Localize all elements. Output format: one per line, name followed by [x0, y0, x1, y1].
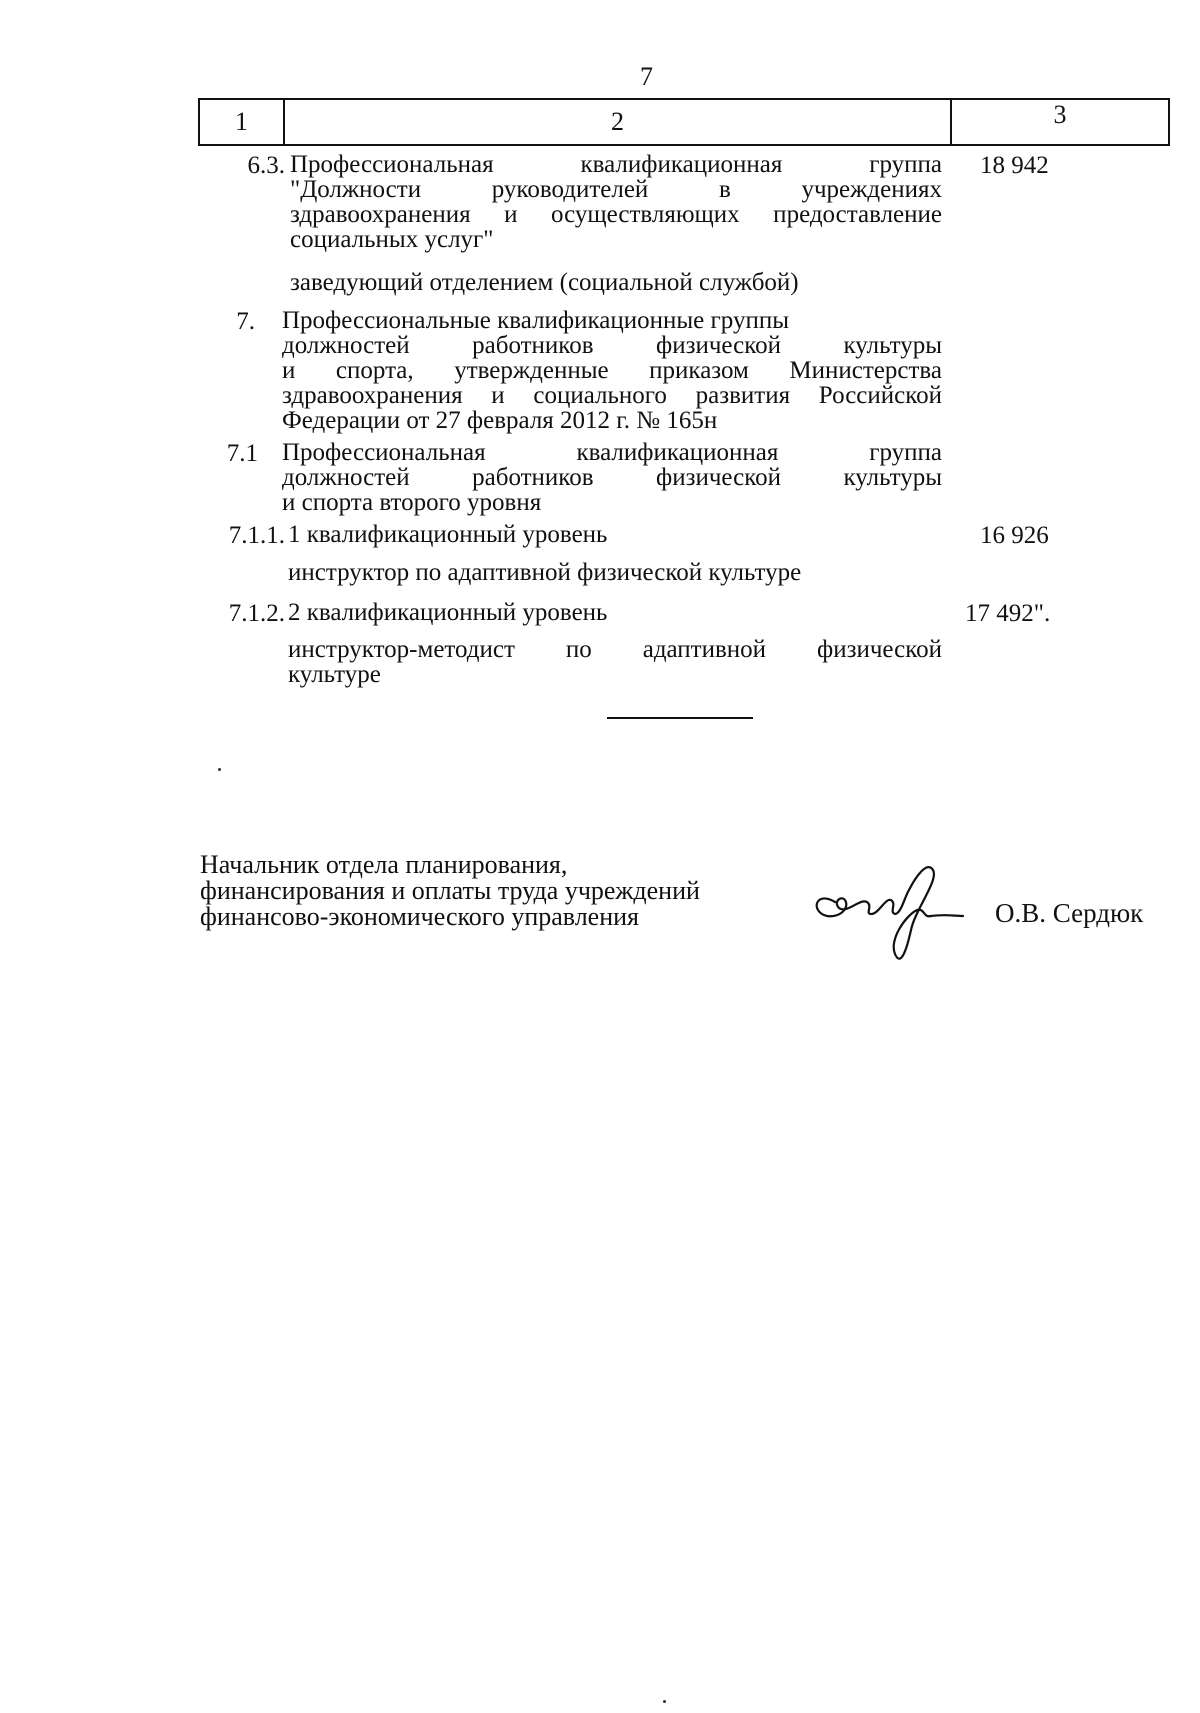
row-text — [288, 600, 940, 625]
row-text — [290, 152, 942, 252]
signatory-title-line: финансово-экономического управления — [200, 902, 640, 931]
signatory-title — [200, 852, 700, 930]
handwritten-signature — [805, 850, 965, 970]
row-text — [288, 637, 942, 687]
row-value: 18 942 — [980, 152, 1049, 179]
row-number: 7.1.2. — [228, 600, 285, 627]
signatory-name: О.В. Сердюк — [995, 898, 1144, 928]
row-number: 7. — [236, 308, 255, 335]
scan-speck — [663, 1700, 666, 1703]
row-text-line: здравоохранения и социального развития Российской — [282, 382, 942, 409]
row-text-line: инструктор-методист по адаптивной физической — [288, 636, 942, 663]
row-text-line: и спорта, утвержденные приказом Министерства — [282, 357, 942, 384]
row-text — [290, 270, 942, 295]
row-text-line: заведующий отделением (социальной службой) — [290, 269, 799, 296]
signatory-title-line: Начальник отдела планирования, — [200, 850, 568, 879]
row-text-line: Профессиональная квалификационная группа — [282, 439, 942, 466]
row-number: 7.1 — [226, 440, 258, 467]
row-text-line: 2 квалификационный уровень — [288, 599, 608, 626]
row-text — [282, 308, 942, 433]
row-text-line: Профессиональная квалификационная группа — [290, 151, 942, 178]
row-text — [288, 522, 940, 547]
row-number: 6.3. — [247, 152, 285, 179]
row-text-line: культуре — [288, 661, 381, 688]
row-text — [282, 440, 942, 515]
row-value: 17 492". — [965, 600, 1051, 627]
row-number: 7.1.1. — [228, 522, 285, 549]
row-text-line: 1 квалификационный уровень — [288, 521, 608, 548]
row-text-line: должностей работников физической культуры — [282, 332, 942, 359]
signatory-title-line: финансирования и оплаты труда учреждений — [200, 876, 700, 905]
row-text-line: инструктор по адаптивной физической культуре — [288, 559, 802, 586]
table-header-col-2: 2 — [285, 100, 952, 144]
scan-speck — [218, 768, 221, 771]
row-text-line: социальных услуг" — [290, 226, 494, 253]
row-text-line: Профессиональные квалификационные группы — [282, 307, 790, 334]
row-text-line: и спорта второго уровня — [282, 489, 542, 516]
row-text — [288, 560, 988, 585]
row-text-line: Федерации от 27 февраля 2012 г. № 165н — [282, 407, 718, 434]
row-text-line: здравоохранения и осуществляющих предоставление — [290, 201, 942, 228]
page-number: 7 — [640, 62, 653, 91]
table-header-col-3: 3 — [1053, 100, 1067, 129]
table-header — [198, 98, 1170, 146]
row-text-line: должностей работников физической культуры — [282, 464, 942, 491]
table-header-col-1: 1 — [200, 100, 285, 144]
end-of-table-rule — [607, 717, 753, 719]
row-value: 16 926 — [980, 522, 1049, 549]
row-text-line: "Должности руководителей в учреждениях — [290, 176, 942, 203]
